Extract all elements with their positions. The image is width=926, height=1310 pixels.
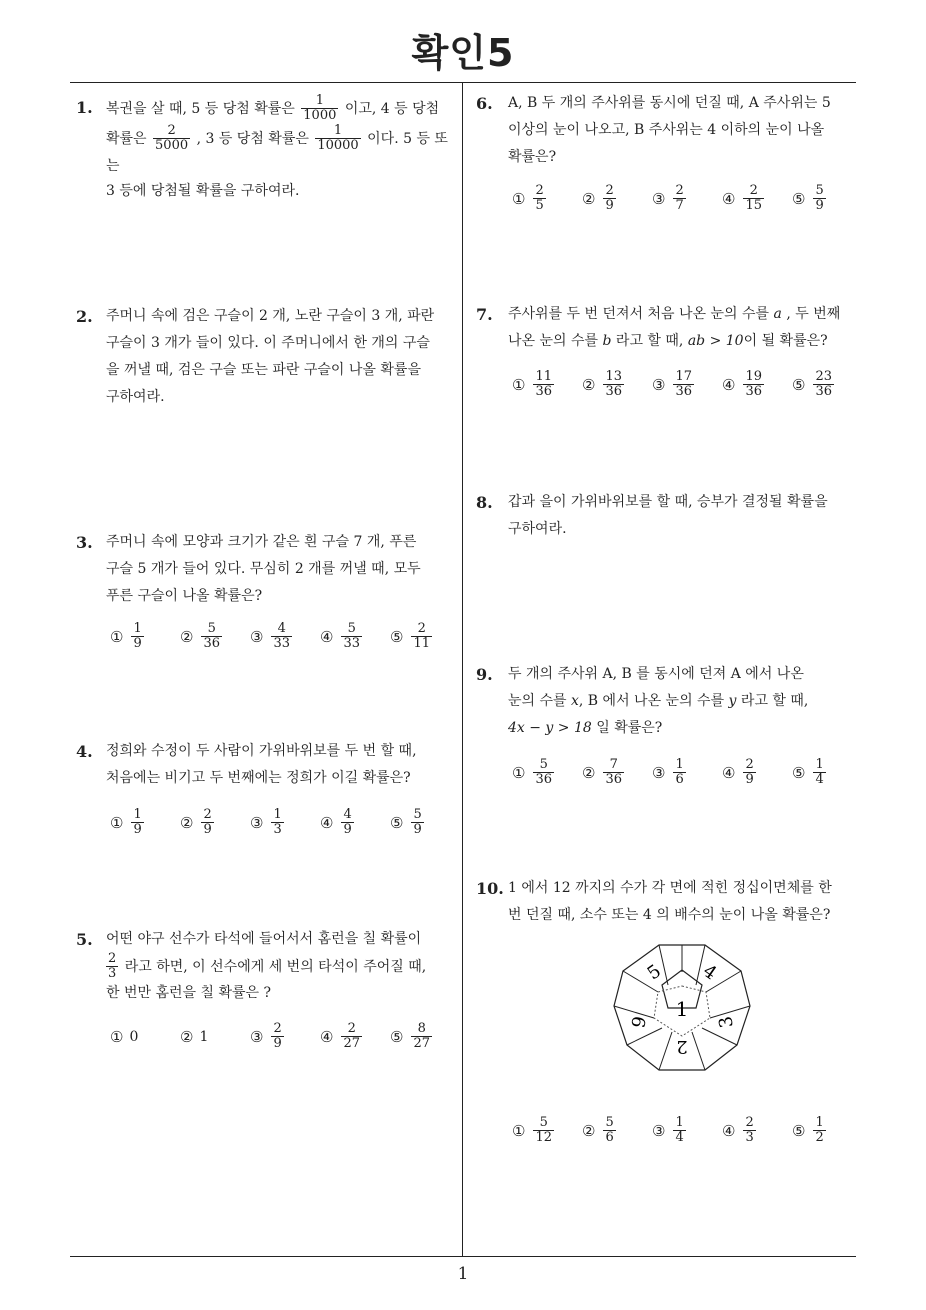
question-text: 확률은 <box>106 130 147 147</box>
choice-3[interactable]: ③ $\frac{2}{7}$ <box>652 183 684 214</box>
choice-4[interactable]: ④ $\frac{4}{9}$ <box>320 807 352 838</box>
choice-1[interactable]: ① $\frac{5}{12}$ <box>512 1115 552 1146</box>
choice-2[interactable]: ② $\frac{5}{36}$ <box>180 621 220 652</box>
top-rule <box>70 82 856 83</box>
question-line: 두 개의 주사위 A, B 를 동시에 던져 A 에서 나온 <box>508 666 804 682</box>
choice-5[interactable]: ⑤ $\frac{8}{27}$ <box>390 1021 430 1052</box>
fraction: $\frac{2}{3}$ <box>108 951 117 982</box>
choice-3[interactable]: ③ $\frac{17}{36}$ <box>652 369 692 400</box>
question-7 <box>476 301 861 355</box>
choice-3[interactable]: ③ $\frac{1}{4}$ <box>652 1115 684 1146</box>
question-text: 이고, 4 등 당첨 <box>344 100 440 117</box>
question-text: 나온 눈의 수를 <box>508 333 599 349</box>
choice-1[interactable]: ① 0 <box>110 1027 139 1046</box>
question-text: , 3 등 당첨 확률은 <box>196 130 309 147</box>
variable: x <box>571 693 579 709</box>
question-text: , B 에서 나온 눈의 수를 <box>578 693 725 709</box>
question-line: 1 에서 12 까지의 수가 각 면에 적힌 정십이면체를 한 <box>508 880 832 896</box>
choices-5 <box>110 1022 460 1052</box>
math-expression: ab > 10 <box>687 333 744 349</box>
choice-3[interactable]: ③ $\frac{1}{3}$ <box>250 807 282 838</box>
question-number: 8. <box>476 493 493 512</box>
choices-10 <box>512 1116 862 1146</box>
choice-4[interactable]: ④ $\frac{2}{3}$ <box>722 1115 754 1146</box>
column-divider <box>462 82 463 1256</box>
choices-6 <box>512 184 862 214</box>
page-title: 확인5 <box>411 31 515 75</box>
question-line: 처음에는 비기고 두 번째에는 정희가 이길 확률은? <box>106 770 411 786</box>
choice-4[interactable]: ④ $\frac{2}{9}$ <box>722 757 754 788</box>
question-line: 한 번만 홈런을 칠 확률은 ? <box>106 984 271 1001</box>
question-number: 9. <box>476 665 493 684</box>
question-text: 라고 할 때, <box>740 693 809 709</box>
question-text: 라고 할 때, <box>615 333 684 349</box>
choice-1[interactable]: ① $\frac{1}{9}$ <box>110 807 142 838</box>
question-8 <box>476 489 861 543</box>
question-line: 어떤 야구 선수가 타석에 들어서서 홈런을 칠 확률이 <box>106 931 422 947</box>
choice-5[interactable]: ⑤ $\frac{5}{9}$ <box>390 807 422 838</box>
choice-2[interactable]: ② $\frac{7}{36}$ <box>582 757 622 788</box>
question-line: 주머니 속에 모양과 크기가 같은 흰 구슬 7 개, 푸른 <box>106 534 417 550</box>
face-label-upper-right: 4 <box>698 960 721 985</box>
choice-5[interactable]: ⑤ $\frac{2}{11}$ <box>390 621 430 652</box>
choice-1[interactable]: ① $\frac{1}{9}$ <box>110 621 142 652</box>
math-expression: 4x − y > 18 <box>508 720 592 736</box>
choice-1[interactable]: ① $\frac{2}{5}$ <box>512 183 544 214</box>
question-line: 푸른 구슬이 나올 확률은? <box>106 588 263 604</box>
question-number: 5. <box>76 930 93 949</box>
choices-3 <box>110 622 460 652</box>
choice-4[interactable]: ④ $\frac{5}{33}$ <box>320 621 360 652</box>
face-label-bottom: 2 <box>676 1036 688 1057</box>
question-text: 복권을 살 때, 5 등 당첨 확률은 <box>106 100 295 117</box>
variable: y <box>728 693 737 709</box>
face-label-left: 6 <box>626 1014 649 1030</box>
question-text: 이다. 5 등 또는 <box>106 130 448 175</box>
question-line: 갑과 을이 가위바위보를 할 때, 승부가 결정될 확률을 <box>508 494 828 510</box>
question-line: 번 던질 때, 소수 또는 4 의 배수의 눈이 나올 확률은? <box>508 907 831 923</box>
question-9 <box>476 661 861 742</box>
choice-5[interactable]: ⑤ $\frac{5}{9}$ <box>792 183 824 214</box>
choice-2[interactable]: ② 1 <box>180 1027 209 1046</box>
question-line: 정희와 수정이 두 사람이 가위바위보를 두 번 할 때, <box>106 743 417 759</box>
question-line: 확률은? <box>508 149 557 165</box>
question-6 <box>476 90 861 171</box>
choice-2[interactable]: ② $\frac{13}{36}$ <box>582 369 622 400</box>
choice-4[interactable]: ④ $\frac{2}{15}$ <box>722 183 762 214</box>
choice-2[interactable]: ② $\frac{5}{6}$ <box>582 1115 614 1146</box>
choices-9 <box>512 758 862 788</box>
question-text: 주사위를 두 번 던져서 처음 나온 눈의 수를 <box>508 306 770 322</box>
question-1 <box>76 94 456 203</box>
question-number: 3. <box>76 533 93 552</box>
choice-4[interactable]: ④ $\frac{19}{36}$ <box>722 369 762 400</box>
choice-5[interactable]: ⑤ $\frac{23}{36}$ <box>792 369 832 400</box>
question-5 <box>76 926 456 1004</box>
fraction: $\frac{2}{5000}$ <box>155 122 189 153</box>
variable: b <box>602 333 612 349</box>
fraction: $\frac{1}{1000}$ <box>303 93 337 124</box>
choice-3[interactable]: ③ $\frac{2}{9}$ <box>250 1021 282 1052</box>
page-number: 1 <box>457 1264 469 1284</box>
face-label-center: 1 <box>675 997 689 1021</box>
question-text: 3 등에 당첨될 확률을 구하여라. <box>106 183 300 200</box>
question-text: , 두 번째 <box>786 306 841 322</box>
question-text: 이 될 확률은? <box>743 333 828 349</box>
question-number: 7. <box>476 305 493 324</box>
choice-3[interactable]: ③ $\frac{4}{33}$ <box>250 621 290 652</box>
choice-4[interactable]: ④ $\frac{2}{27}$ <box>320 1021 360 1052</box>
question-text: 일 확률은? <box>596 720 663 736</box>
question-number: 10. <box>476 879 504 898</box>
question-line: 주머니 속에 검은 구슬이 2 개, 노란 구슬이 3 개, 파란 <box>106 308 435 324</box>
dodecahedron-figure <box>612 940 752 1080</box>
question-line: 구슬이 3 개가 들이 있다. 이 주머니에서 한 개의 구슬 <box>106 335 430 351</box>
question-2 <box>76 303 456 411</box>
choice-1[interactable]: ① $\frac{5}{36}$ <box>512 757 552 788</box>
question-number: 1. <box>76 98 93 117</box>
choice-2[interactable]: ② $\frac{2}{9}$ <box>180 807 212 838</box>
choices-4 <box>110 808 460 838</box>
choice-3[interactable]: ③ $\frac{1}{6}$ <box>652 757 684 788</box>
question-text: 눈의 수를 <box>508 693 567 709</box>
choices-7 <box>512 370 862 400</box>
face-label-upper-left: 5 <box>643 960 666 985</box>
fraction: $\frac{1}{10000}$ <box>317 122 359 153</box>
choice-5[interactable]: ⑤ $\frac{1}{4}$ <box>792 757 824 788</box>
choice-5[interactable]: ⑤ $\frac{1}{2}$ <box>792 1115 824 1146</box>
choice-1[interactable]: ① $\frac{11}{36}$ <box>512 369 552 400</box>
question-line: 구슬 5 개가 들어 있다. 무심히 2 개를 꺼낼 때, 모두 <box>106 561 421 577</box>
question-line: 구하여라. <box>106 389 165 405</box>
variable: a <box>773 306 782 322</box>
question-number: 6. <box>476 94 493 113</box>
question-text: 라고 하면, 이 선수에게 세 번의 타석이 주어질 때, <box>124 958 427 975</box>
question-10 <box>476 875 866 929</box>
question-number: 4. <box>76 742 93 761</box>
question-line: 을 꺼낼 때, 검은 구슬 또는 파란 구슬이 나올 확률을 <box>106 362 421 378</box>
question-line: 이상의 눈이 나오고, B 주사위는 4 이하의 눈이 나올 <box>508 122 825 138</box>
bottom-rule <box>70 1256 856 1257</box>
question-3 <box>76 529 456 610</box>
question-line: 구하여라. <box>508 521 567 537</box>
question-4 <box>76 738 456 792</box>
face-label-right: 3 <box>715 1014 738 1030</box>
question-line: A, B 두 개의 주사위를 동시에 던질 때, A 주사위는 5 <box>508 95 831 111</box>
choice-2[interactable]: ② $\frac{2}{9}$ <box>582 183 614 214</box>
question-number: 2. <box>76 307 93 326</box>
